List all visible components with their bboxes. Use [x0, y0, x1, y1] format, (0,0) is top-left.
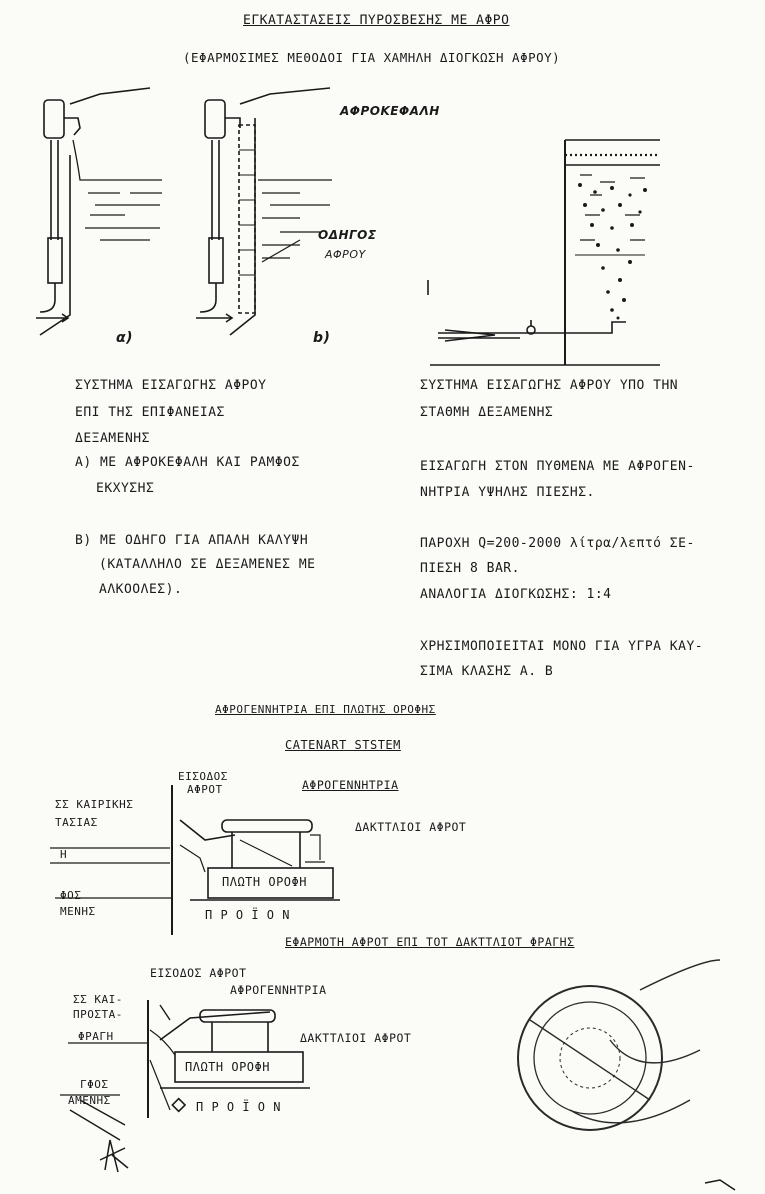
section2-edge-4: ΦΟΣ	[60, 889, 82, 902]
section2-label-inlet-2: ΑΦΡΟΤ	[187, 783, 223, 796]
section3-label-inlet: ΕΙΣΟΔΟΣ ΑΦΡΟΤ	[150, 966, 247, 980]
section3-edge-2: ΠΡΟΣΤΑ-	[73, 1008, 123, 1021]
section2-label-ring: ΔΑΚΤΤΛΙΟΙ ΑΦΡΟΤ	[355, 820, 467, 834]
left-text-line-6: Β) ΜΕ ΟΔΗΓΟ ΓΙΑ ΑΠΑΛΗ ΚΑΛΥΨΗ	[75, 533, 309, 548]
label-foam-guide-1: ΟΔΗΓΟΣ	[318, 228, 377, 242]
label-foam-guide-2: ΑΦΡΟΥ	[325, 248, 366, 261]
left-text-line-1: ΣΥΣΤΗΜΑ ΕΙΣΑΓΩΓΗΣ ΑΦΡΟΥ	[75, 378, 267, 393]
section2-product-label: Π Ρ Ο Ϊ Ο Ν	[205, 908, 290, 922]
signature	[100, 1140, 735, 1190]
left-text-line-7: (ΚΑΤΑΛΛΗΛΟ ΣΕ ΔΕΞΑΜΕΝΕΣ ΜΕ	[99, 557, 316, 572]
left-text-line-3: ΔΕΞΑΜΕΝΗΣ	[75, 431, 150, 446]
left-text-line-4: Α) ΜΕ ΑΦΡΟΚΕΦΑΛΗ ΚΑΙ ΡΑΜΦΟΣ	[75, 455, 300, 470]
section2-edge-1: ΣΣ ΚΑΙΡΙΚΗΣ	[55, 798, 134, 811]
label-diagram-b: b)	[313, 330, 331, 346]
foam-bubbles	[578, 183, 647, 320]
section3-edge-1: ΣΣ ΚΑΙ-	[73, 993, 123, 1006]
section3-label-ring: ΔΑΚΤΤΛΙΟΙ ΑΦΡΟΤ	[300, 1031, 412, 1045]
section3-edge-3: ΦΡΑΓΗ	[78, 1030, 114, 1043]
right-text-line-7: ΑΝΑΛΟΓΙΑ ΔΙΟΓΚΩΣΗΣ: 1:4	[420, 587, 612, 602]
section3-product-label: Π Ρ Ο Ϊ Ο Ν	[196, 1100, 281, 1114]
section2-heading: ΑΦΡΟΓΕΝΝΗΤΡΙΑ ΕΠΙ ΠΛΩΤΗΣ ΟΡΟΦΗΣ	[215, 703, 436, 716]
right-text-line-4: ΝΗΤΡΙΑ ΥΨΗΛΗΣ ΠΙΕΣΗΣ.	[420, 485, 595, 500]
section3-heading: ΕΦΑΡΜΟΤΗ ΑΦΡΟΤ ΕΠΙ ΤΟΤ ΔΑΚΤΤΛΙΟΤ ΦΡΑΓΗΣ	[285, 935, 575, 949]
diagram-c-subsurface	[428, 140, 660, 365]
right-text-line-5: ΠΑΡΟΧΗ Q=200-2000 λίτρα/λεπτό ΣΕ-	[420, 536, 695, 551]
right-text-line-1: ΣΥΣΤΗΜΑ ΕΙΣΑΓΩΓΗΣ ΑΦΡΟΥ ΥΠΟ ΤΗΝ	[420, 378, 679, 393]
diagram-b-foam-guide	[196, 88, 332, 335]
section2-subheading: CATENART STSTEM	[285, 738, 401, 752]
left-text-line-5: ΕΚΧΥΣΗΣ	[96, 481, 155, 496]
right-text-line-3: ΕΙΣΑΓΩΓΗ ΣΤΟΝ ΠΥΘΜΕΝΑ ΜΕ ΑΦΡΟΓΕΝ-	[420, 459, 695, 474]
right-text-line-9: ΣΙΜΑ ΚΛΑΣΗΣ Α. Β	[420, 664, 554, 679]
left-text-line-2: ΕΠΙ ΤΗΣ ΕΠΙΦΑΝΕΙΑΣ	[75, 405, 225, 420]
label-foam-head: ΑΦΡΟΚΕΦΑΛΗ	[340, 104, 440, 118]
label-diagram-a: α)	[116, 330, 134, 346]
section3-roof-label: ΠΛΩΤΗ ΟΡΟΦΗ	[185, 1060, 270, 1074]
right-text-line-6: ΠΙΕΣΗ 8 BAR.	[420, 561, 520, 576]
right-text-line-8: ΧΡΗΣΙΜΟΠΟΙΕΙΤΑΙ ΜΟΝΟ ΓΙΑ ΥΓΡΑ ΚΑΥ-	[420, 639, 704, 654]
section2-edge-5: ΜΕΝΗΣ	[60, 905, 96, 918]
section3-edge-5: ΑΜΕΝΗΣ	[68, 1094, 111, 1107]
right-text-line-2: ΣΤΑΘΜΗ ΔΕΞΑΜΕΝΗΣ	[420, 405, 554, 420]
section2-roof-label: ΠΛΩΤΗ ΟΡΟΦΗ	[222, 875, 307, 889]
left-text-line-8: ΑΛΚΟΟΛΕΣ).	[99, 582, 183, 597]
official-stamp	[518, 960, 720, 1130]
section3-edge-4: ΓΦΟΣ	[80, 1078, 109, 1091]
section2-label-inlet-1: ΕΙΣΟΔΟΣ	[178, 770, 228, 783]
section2-edge-2: ΤΑΣΙΑΣ	[55, 816, 98, 829]
section2-edge-3: Η	[60, 848, 68, 861]
diagram-a-foam-head	[36, 88, 162, 335]
section2-label-generator: ΑΦΡΟΓΕΝΝΗΤΡΙΑ	[302, 778, 399, 792]
page-title: ΕΓΚΑΤΑΣΤΑΣΕΙΣ ΠΥΡΟΣΒΕΣΗΣ ΜΕ ΑΦΡΟ	[243, 13, 510, 28]
section3-label-generator: ΑΦΡΟΓΕΝΝΗΤΡΙΑ	[230, 983, 327, 997]
page-subtitle: (ΕΦΑΡΜΟΣΙΜΕΣ ΜΕΘΟΔΟΙ ΓΙΑ ΧΑΜΗΛΗ ΔΙΟΓΚΩΣΗ ΑΦΡΟΥ)	[183, 50, 561, 65]
